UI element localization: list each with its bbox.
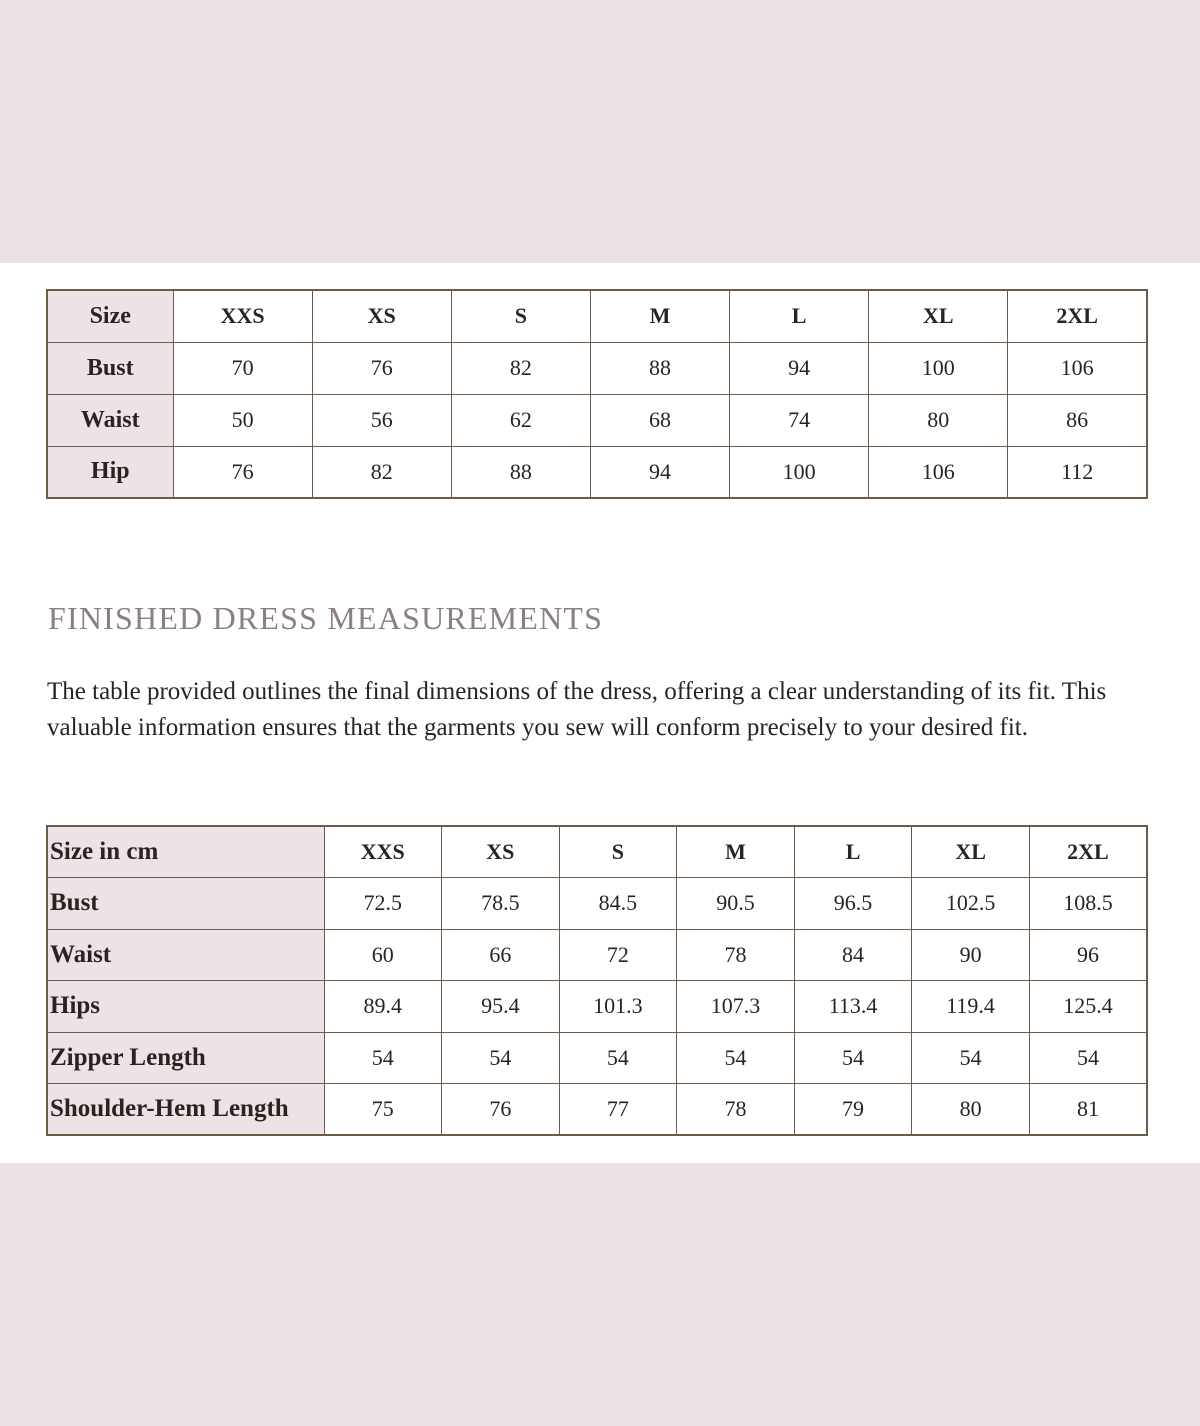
table-row [47,981,1147,1033]
size-header-m: M [590,290,729,342]
measurement-cell: 78 [677,1084,795,1136]
header-row [47,826,1147,878]
measurement-cell: 56 [312,394,451,446]
measurement-cell: 96 [1029,929,1147,981]
measurement-cell: 84 [794,929,912,981]
measurement-cell: 108.5 [1029,878,1147,930]
measurement-cell: 89.4 [324,981,442,1033]
size-header-2xl: 2XL [1029,826,1147,878]
size-header-l: L [794,826,912,878]
section-description: The table provided outlines the final dimensions of the dress, offering a clear understanding of its fit. This valuable information ensures that the garments you sew will conform precisely to your desired fit. [47,678,1107,741]
measurement-cell: 76 [173,446,312,498]
measurement-cell: 75 [324,1084,442,1136]
table-row [47,929,1147,981]
size-header-xs: XS [312,290,451,342]
measurement-cell: 84.5 [559,878,677,930]
measurement-cell: 90.5 [677,878,795,930]
measurement-cell: 82 [451,342,590,394]
measurement-cell: 119.4 [912,981,1030,1033]
table-row [47,446,1147,498]
measurement-cell: 54 [912,1032,1030,1084]
measurement-cell: 76 [312,342,451,394]
table-row [47,1084,1147,1136]
measurement-cell: 68 [590,394,729,446]
measurement-cell: 54 [559,1032,677,1084]
row-label: Hip [47,446,173,498]
measurement-cell: 54 [1029,1032,1147,1084]
measurement-cell: 82 [312,446,451,498]
measurement-cell: 74 [730,394,869,446]
measurement-cell: 54 [794,1032,912,1084]
measurement-cell: 100 [730,446,869,498]
size-header-xs: XS [442,826,560,878]
size-header-2xl: 2XL [1008,290,1147,342]
measurement-cell: 70 [173,342,312,394]
measurement-cell: 62 [451,394,590,446]
measurement-cell: 79 [794,1084,912,1136]
measurement-cell: 54 [442,1032,560,1084]
row-label: Hips [47,981,324,1033]
measurement-cell: 80 [869,394,1008,446]
measurement-cell: 86 [1008,394,1147,446]
measurement-cell: 106 [1008,342,1147,394]
measurement-cell: 88 [451,446,590,498]
measurement-cell: 54 [677,1032,795,1084]
measurement-cell: 102.5 [912,878,1030,930]
measurement-cell: 112 [1008,446,1147,498]
measurement-cell: 54 [324,1032,442,1084]
measurement-cell: 50 [173,394,312,446]
row-label: Shoulder-Hem Length [47,1084,324,1136]
header-row [47,290,1147,342]
measurement-cell: 72.5 [324,878,442,930]
measurement-cell: 72 [559,929,677,981]
measurement-cell: 80 [912,1084,1030,1136]
row-label: Bust [47,878,324,930]
size-header-s: S [559,826,677,878]
measurement-cell: 94 [590,446,729,498]
measurement-cell: 95.4 [442,981,560,1033]
measurement-cell: 125.4 [1029,981,1147,1033]
row-label: Bust [47,342,173,394]
measurement-cell: 78.5 [442,878,560,930]
size-header-xxs: XXS [173,290,312,342]
measurement-cell: 78 [677,929,795,981]
measurement-cell: 100 [869,342,1008,394]
document-page [0,263,1200,1163]
size-header-m: M [677,826,795,878]
measurement-cell: 88 [590,342,729,394]
size-header-s: S [451,290,590,342]
corner-label: Size in cm [47,826,324,878]
table-row [47,1032,1147,1084]
measurement-cell: 106 [869,446,1008,498]
size-header-xxs: XXS [324,826,442,878]
measurement-cell: 90 [912,929,1030,981]
measurement-cell: 66 [442,929,560,981]
corner-label: Size [47,290,173,342]
measurement-cell: 94 [730,342,869,394]
row-label: Waist [47,394,173,446]
measurement-cell: 77 [559,1084,677,1136]
measurement-cell: 96.5 [794,878,912,930]
row-label: Zipper Length [47,1032,324,1084]
body-size-table [46,289,1148,499]
finished-measurements-table [46,825,1148,1136]
measurement-cell: 76 [442,1084,560,1136]
section-title: FINISHED DRESS MEASUREMENTS [48,600,604,636]
row-label: Waist [47,929,324,981]
measurement-cell: 107.3 [677,981,795,1033]
measurement-cell: 101.3 [559,981,677,1033]
measurement-cell: 60 [324,929,442,981]
size-header-l: L [730,290,869,342]
measurement-cell: 113.4 [794,981,912,1033]
size-header-xl: XL [869,290,1008,342]
table-row [47,394,1147,446]
table-row [47,878,1147,930]
size-header-xl: XL [912,826,1030,878]
measurement-cell: 81 [1029,1084,1147,1136]
table-row [47,342,1147,394]
